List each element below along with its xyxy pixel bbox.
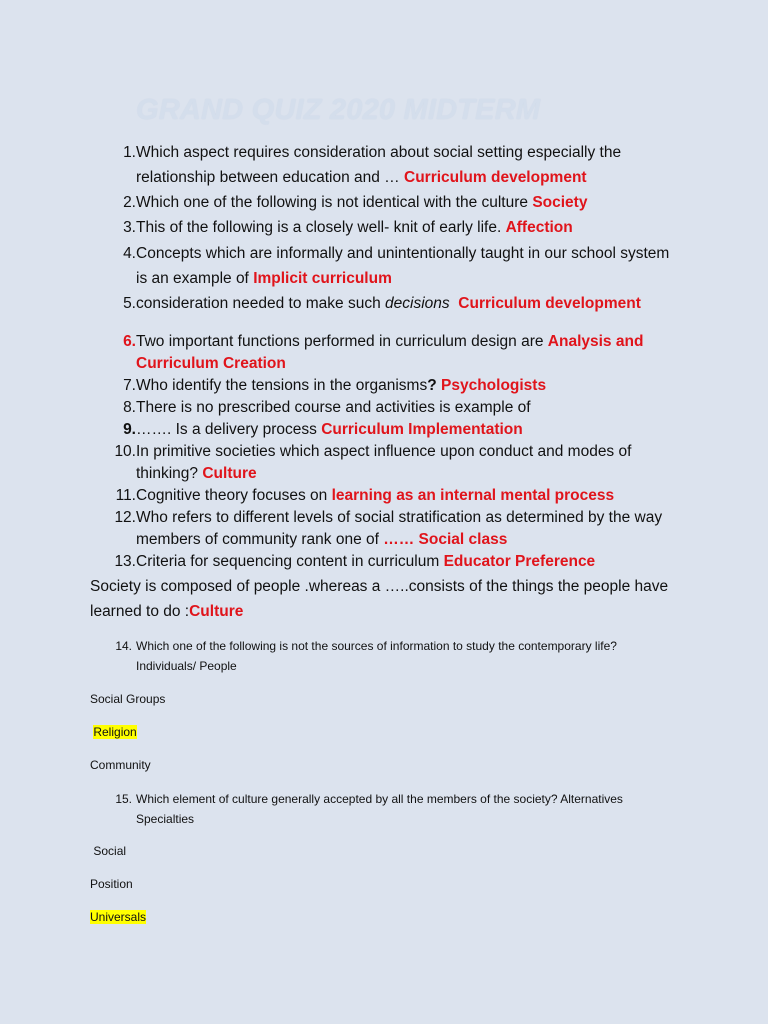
- paragraph-answer: Culture: [189, 603, 244, 620]
- option-text: Social: [93, 844, 127, 858]
- question-text: Who refers to different levels of social stratification as determined by the way members of community rank one of: [136, 509, 663, 548]
- question-3: [104, 215, 684, 240]
- answer-text: Society: [532, 194, 588, 211]
- answer-text: Curriculum development: [458, 295, 641, 312]
- highlighted-answer: Religion: [93, 725, 137, 739]
- question-number: 9.: [123, 421, 136, 438]
- question-text: This of the following is a closely well- knit of early life.: [136, 219, 506, 236]
- question-text: Who identify the tensions in the organisms: [136, 377, 428, 394]
- question-number: 6.: [123, 333, 136, 350]
- answer-text: Culture: [202, 465, 257, 482]
- answer-text: learning as an internal mental process: [331, 487, 615, 504]
- quiz-title: GRAND QUIZ 2020 MIDTERM: [136, 94, 541, 126]
- question-number: 3.: [123, 219, 136, 236]
- question-number: 1.: [123, 144, 136, 161]
- question-11: [104, 485, 684, 507]
- question-text: Which aspect requires consideration about social setting especially the relationship between education and …: [136, 144, 622, 186]
- answer-text: Analysis and Curriculum Creation: [136, 333, 644, 372]
- question-number: 15.: [115, 792, 132, 806]
- q14-option-community: Community: [90, 758, 151, 772]
- question-text: Which one of the following is not identical with the culture: [136, 194, 533, 211]
- question-14: [112, 636, 672, 676]
- question-text: In primitive societies which aspect influence upon conduct and modes of thinking?: [136, 443, 632, 482]
- question-number: 5.: [123, 295, 136, 312]
- question-15: [112, 789, 672, 829]
- culture-paragraph: [90, 574, 690, 624]
- question-number: 4.: [123, 245, 136, 262]
- question-2: [104, 190, 684, 215]
- question-4: [104, 241, 684, 291]
- question-text: Which one of the following is not the sources of information to study the contemporary life? Individuals/ People: [136, 639, 617, 673]
- answer-text: …… Social class: [383, 531, 508, 548]
- q14-option-religion: [90, 723, 137, 741]
- question-number: 10.: [114, 443, 136, 460]
- question-emphasis: decisions: [385, 295, 450, 312]
- question-text: Criteria for sequencing content in curriculum: [136, 553, 444, 570]
- question-1: [104, 140, 684, 190]
- question-7: [104, 375, 684, 397]
- question-12: [104, 507, 684, 551]
- question-13: [104, 551, 684, 573]
- question-number: 12.: [114, 509, 136, 526]
- question-text: consideration needed to make such: [136, 295, 386, 312]
- answer-text: Educator Preference: [443, 553, 596, 570]
- answer-text: Implicit curriculum: [253, 270, 392, 287]
- question-8: [104, 397, 684, 419]
- question-10: [104, 441, 684, 485]
- question-number: 13.: [114, 553, 136, 570]
- question-number: 7.: [123, 377, 136, 394]
- question-number: 14.: [115, 639, 132, 653]
- answer-text: Affection: [505, 219, 573, 236]
- question-5: [104, 291, 684, 316]
- q15-option-universals: [90, 908, 146, 926]
- question-number: 8.: [123, 399, 136, 416]
- paragraph-text: Society is composed of people .whereas a …..consists of the things the people have learned to do :: [90, 578, 669, 620]
- q14-option-social-groups: Social Groups: [90, 692, 166, 706]
- question-text: Two important functions performed in curriculum design are: [136, 333, 548, 350]
- question-text: Which element of culture generally accepted by all the members of the society? Alternatives Specialties: [136, 792, 623, 826]
- question-mark: ?: [427, 377, 437, 394]
- question-text: Cognitive theory focuses on: [136, 487, 332, 504]
- q15-option-position: Position: [90, 877, 133, 891]
- question-text: There is no prescribed course and activities is example of: [136, 399, 531, 416]
- q15-option-social: [90, 842, 126, 860]
- question-number: 11.: [115, 487, 136, 504]
- question-9: [104, 419, 684, 441]
- answer-text: Psychologists: [441, 377, 547, 394]
- question-number: 2.: [123, 194, 136, 211]
- question-6: [104, 331, 684, 375]
- answer-text: Curriculum Implementation: [321, 421, 523, 438]
- question-text: Concepts which are informally and unintentionally taught in our school system is an example of: [136, 245, 670, 287]
- highlighted-answer: Universals: [90, 910, 147, 924]
- question-text: ……. Is a delivery process: [136, 421, 322, 438]
- answer-text: Curriculum development: [404, 169, 587, 186]
